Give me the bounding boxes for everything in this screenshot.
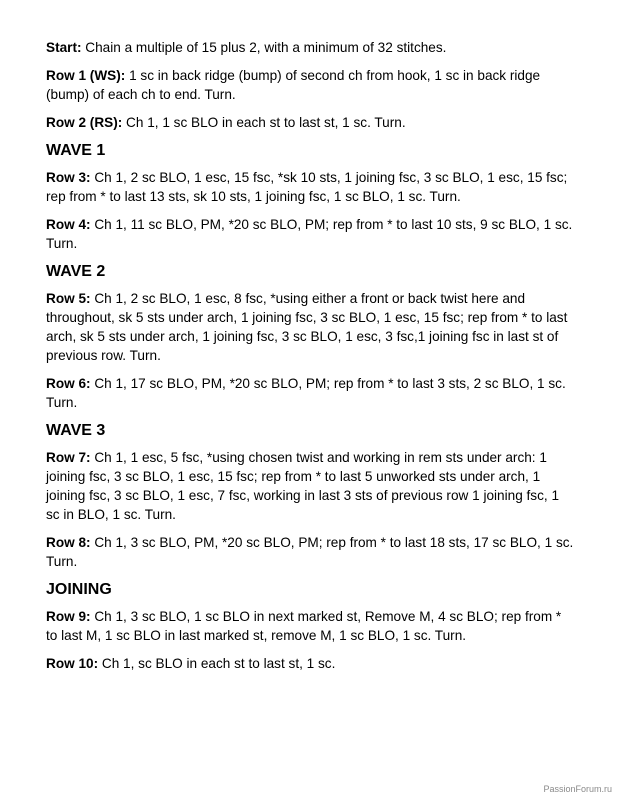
row-4-instruction	[46, 215, 576, 253]
row-3-instruction	[46, 168, 576, 206]
row-10-instruction	[46, 654, 576, 673]
wave-1-heading: WAVE 1	[46, 142, 106, 159]
row-7-label: Row 7:	[46, 450, 91, 465]
row-5-label: Row 5:	[46, 291, 91, 306]
row-1-instruction	[46, 66, 576, 104]
row-8-text: Ch 1, 3 sc BLO, PM, *20 sc BLO, PM; rep from * to last 18 sts, 17 sc BLO, 1 sc. Turn.	[46, 535, 574, 569]
pattern-document	[46, 38, 576, 682]
row-2-instruction	[46, 113, 576, 132]
row-6-instruction	[46, 374, 576, 412]
joining-heading: JOINING	[46, 581, 112, 598]
row-4-text: Ch 1, 11 sc BLO, PM, *20 sc BLO, PM; rep from * to last 10 sts, 9 sc BLO, 1 sc. Turn.	[46, 217, 573, 251]
row-8-instruction	[46, 533, 576, 571]
row-2-text: Ch 1, 1 sc BLO in each st to last st, 1 sc. Turn.	[122, 115, 406, 130]
start-instruction	[46, 38, 576, 57]
wave-3-heading: WAVE 3	[46, 422, 106, 439]
row-7-text: Ch 1, 1 esc, 5 fsc, *using chosen twist and working in rem sts under arch: 1 joining fsc, 3 sc BLO, 1 esc, 15 fsc; rep from * to last 5 unworked sts under arch, 1 joining fsc, 3 sc BLO, 1 esc, 7 fsc, working in last 3 sts of previous row 1 joining fsc, 1 sc in BLO, 1 sc. Turn.	[46, 450, 560, 522]
row-10-label: Row 10:	[46, 656, 99, 671]
row-3-text: Ch 1, 2 sc BLO, 1 esc, 15 fsc, *sk 10 sts, 1 joining fsc, 3 sc BLO, 1 esc, 15 fsc; rep from * to last 13 sts, sk 10 sts, 1 joining fsc, 1 sc BLO, 1 sc. Turn.	[46, 170, 568, 204]
row-5-text: Ch 1, 2 sc BLO, 1 esc, 8 fsc, *using either a front or back twist here and throughout, sk 5 sts under arch, 1 joining fsc, 3 sc BLO, 1 esc, 15 fsc; rep from * to last arch, sk 5 sts under arch, 1 joining fsc, 3 sc BLO, 1 esc, 3 fsc,1 joining fsc in last st of previous row. Turn.	[46, 291, 568, 363]
row-8-label: Row 8:	[46, 535, 91, 550]
wave-2-heading: WAVE 2	[46, 263, 106, 280]
row-2-label: Row 2 (RS):	[46, 115, 123, 130]
row-9-label: Row 9:	[46, 609, 91, 624]
row-6-text: Ch 1, 17 sc BLO, PM, *20 sc BLO, PM; rep from * to last 3 sts, 2 sc BLO, 1 sc. Turn.	[46, 376, 566, 410]
row-7-instruction	[46, 448, 576, 524]
watermark: PassionForum.ru	[543, 784, 612, 794]
row-10-text: Ch 1, sc BLO in each st to last st, 1 sc.	[98, 656, 336, 671]
row-5-instruction	[46, 289, 576, 365]
start-label: Start:	[46, 40, 82, 55]
row-1-text: 1 sc in back ridge (bump) of second ch from hook, 1 sc in back ridge (bump) of each ch to end. Turn.	[46, 68, 541, 102]
row-6-label: Row 6:	[46, 376, 91, 391]
row-4-label: Row 4:	[46, 217, 91, 232]
row-1-label: Row 1 (WS):	[46, 68, 126, 83]
row-9-instruction	[46, 607, 576, 645]
start-text: Chain a multiple of 15 plus 2, with a minimum of 32 stitches.	[81, 40, 447, 55]
row-3-label: Row 3:	[46, 170, 91, 185]
row-9-text: Ch 1, 3 sc BLO, 1 sc BLO in next marked st, Remove M, 4 sc BLO; rep from * to last M, 1 sc BLO in last marked st, remove M, 1 sc BLO, 1 sc. Turn.	[46, 609, 562, 643]
